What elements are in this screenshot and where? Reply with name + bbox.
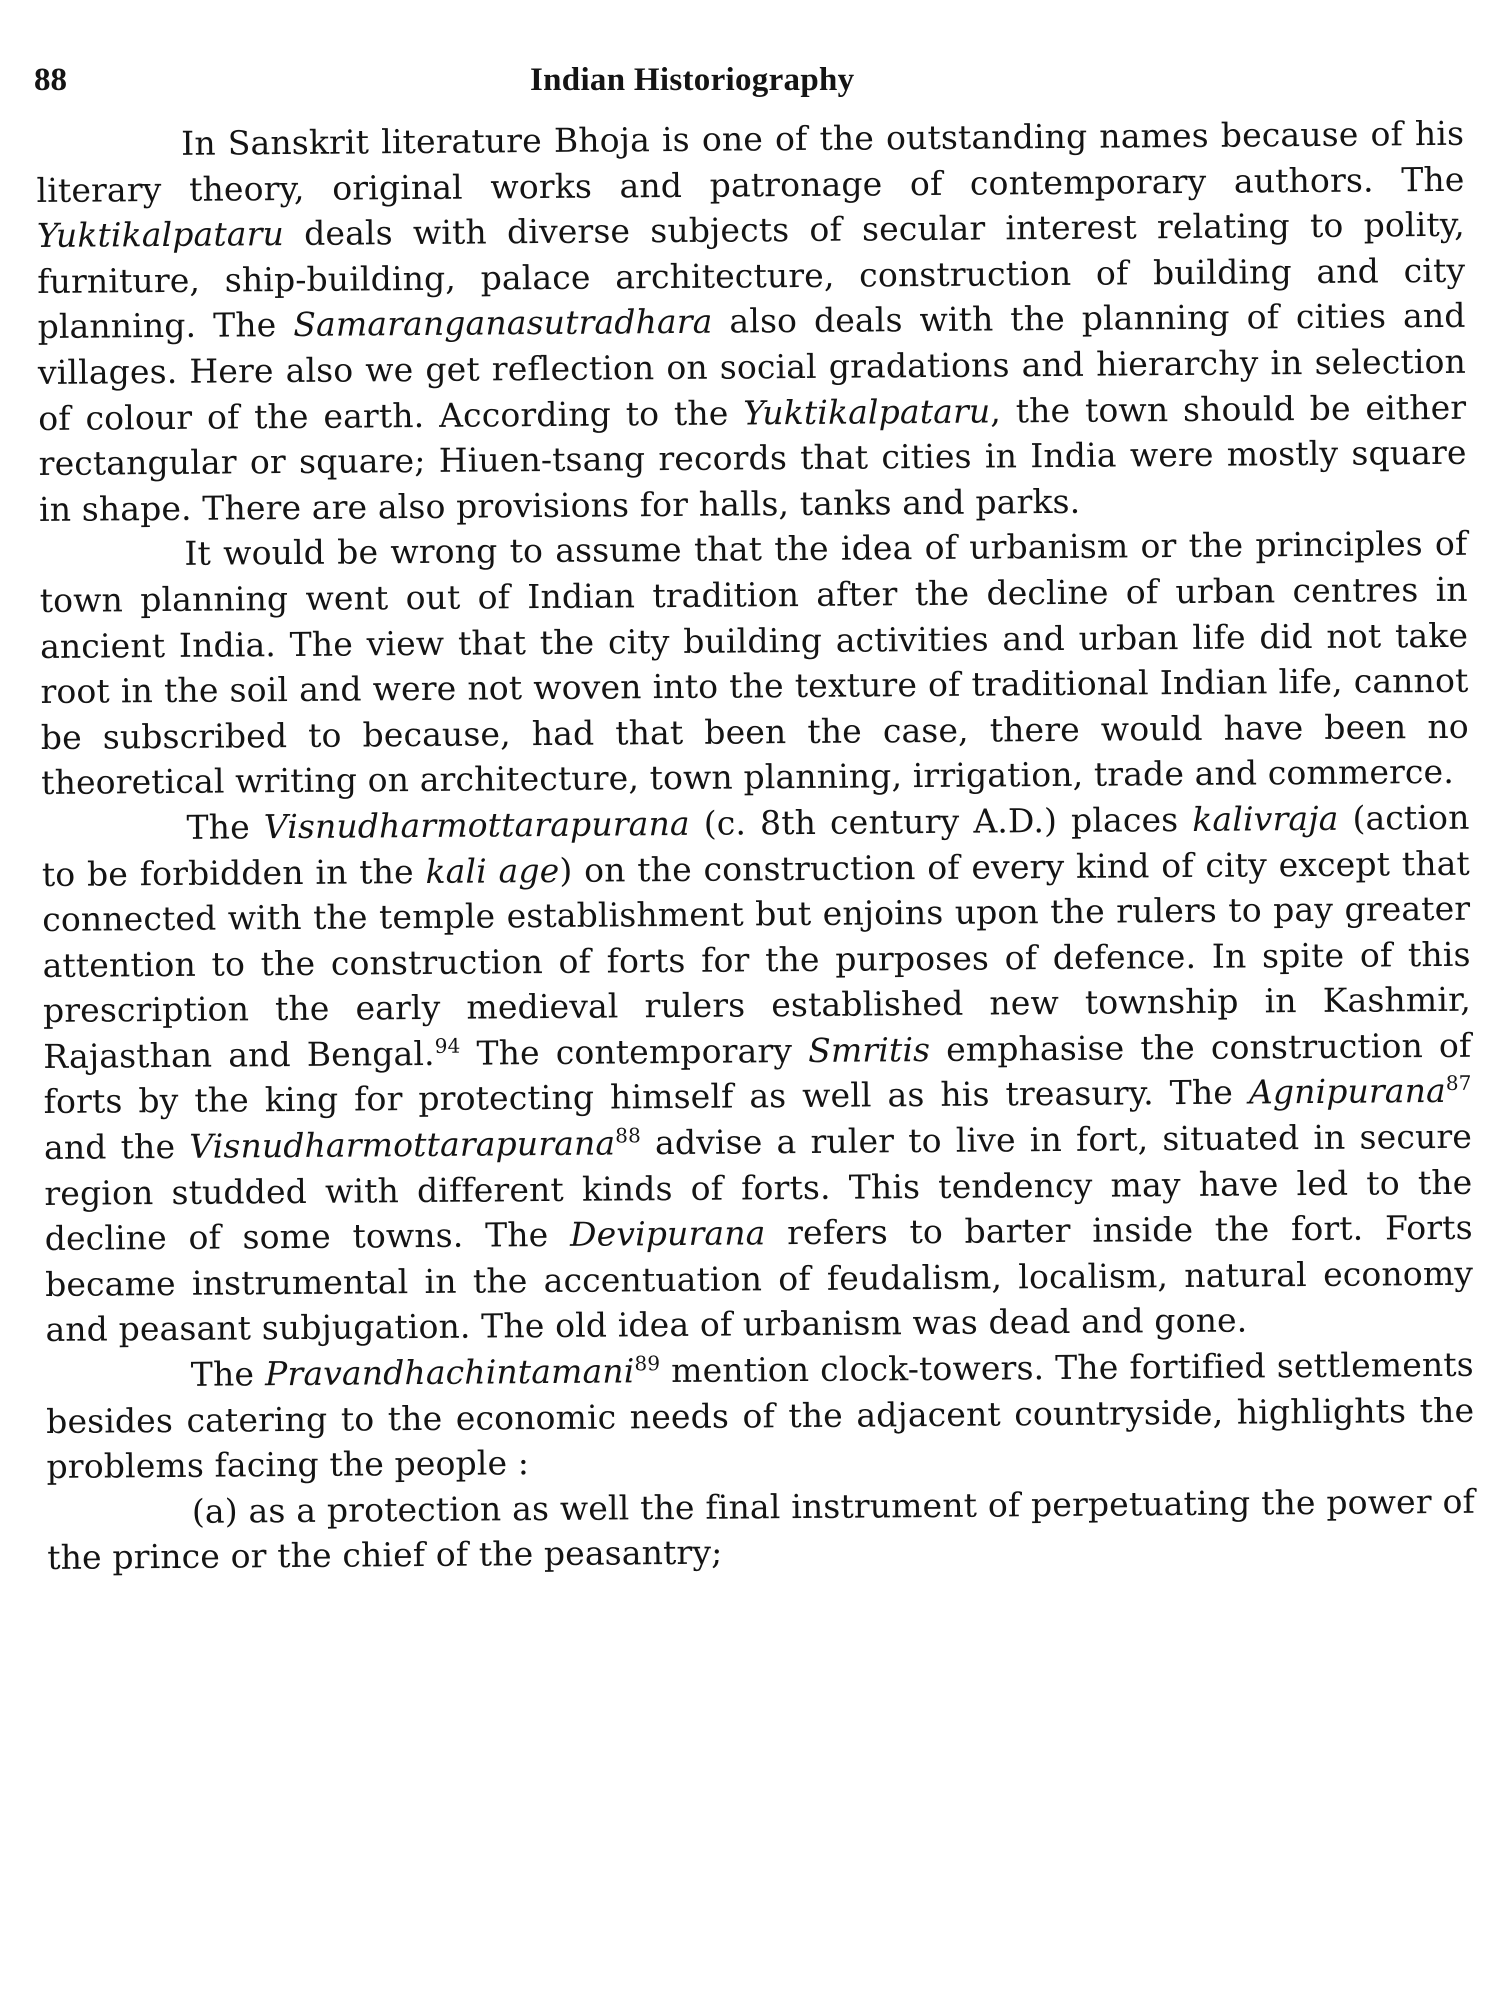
paragraph-bhoja [36,111,1467,533]
text-run: mention clock-towers. The fortified settlements besides catering to the economic needs of the adjacent countryside, highlights the problems facing the people : [46,1344,1475,1487]
term: kali age [425,850,560,891]
running-title: Indian Historiography [530,62,855,98]
text-run: deals with diverse subjects of secular interest relating to polity, furniture, ship-building, palace architecture, construction of building and city planning. The [37,204,1466,347]
text-run: It would be wrong to assume that the idea of urbanism or the principles of town planning went out of Indian tradition after the decline of urban centres in ancient India. The view that the city building activities and urban life did not take root in the soil and were not woven into the texture of traditional Indian life, cannot be subscribed to because, had that been the case, there would have been no theoretical writing on architecture, town planning, irrigation, trade and commerce. [39,524,1469,803]
text-run: ) on the construction of every kind of city except that connected with the temple establishment but enjoins upon the rulers to pay greater attention to the construction of forts for the purposes of defence. In spite of this prescription the early medieval rulers established new township in Kashmir, Rajasthan and Bengal. [42,843,1472,1076]
text-run: refers to barter inside the fort. Forts became instrumental in the accentuation of feudalism, localism, natural economy and peasant subjugation. The old idea of urbanism was dead and gone. [44,1208,1474,1350]
footnote-ref: 94 [434,1033,461,1058]
text-run: The [186,807,264,847]
footnote-ref: 87 [1445,1071,1472,1096]
work-title: Smritis [807,1029,931,1070]
running-head [34,62,1464,102]
work-title: Visnudharmottarapurana [263,803,690,847]
text-run: advise a ruler to live in fort, situated in secure region studded with different kinds of forts. This tendency may have led to the decline of some towns. The [44,1116,1473,1259]
text-run: , the town should be either rectangular or square; Hiuen-tsang records that cities in India were mostly square in shape. There are also provisions for halls, tanks and parks. [38,387,1467,529]
text-run: (c. 8th century A.D.) places [689,799,1193,843]
text-run: also deals with the planning of cities and villages. Here also we get reflection on social gradations and hierarchy in selection of colour of the earth. According to the [37,296,1467,438]
list-item [47,1479,1476,1581]
body-text [36,111,1475,1581]
page-number: 88 [34,62,67,98]
work-title: Yuktikalpataru [36,214,285,256]
paragraph-visnudharmottara [41,795,1473,1353]
work-title: Agnipurana [1248,1071,1447,1112]
term: kalivraja [1192,798,1339,839]
work-title: Yuktikalpataru [743,391,991,433]
footnote-ref: 88 [615,1123,641,1148]
work-title: Pravandhachintamani [264,1351,635,1394]
text-run: (action to be forbidden in the [41,797,1470,894]
text-run: (a) as a protection as well the final instrument of perpetuating the power of the prince or the chief of the peasantry; [47,1481,1476,1578]
work-title: Visnudharmottarapurana [189,1123,616,1166]
text-run: emphasise the construction of forts by the king for protecting himself as well as his treasury. The [43,1025,1472,1122]
text-run: The contemporary [460,1030,809,1073]
footnote-ref: 89 [634,1351,661,1376]
text-run: In Sanskrit literature Bhoja is one of the outstanding names because of his literary theory, original works and patronage of contemporary authors. The [36,113,1465,210]
paragraph-urbanism [39,521,1469,806]
work-title: Samaranganasutradhara [293,302,713,345]
paragraph-pravandhachintamani [46,1342,1475,1490]
text-run: The [190,1354,266,1394]
work-title: Devipurana [569,1213,766,1255]
text-run: and the [43,1126,190,1168]
